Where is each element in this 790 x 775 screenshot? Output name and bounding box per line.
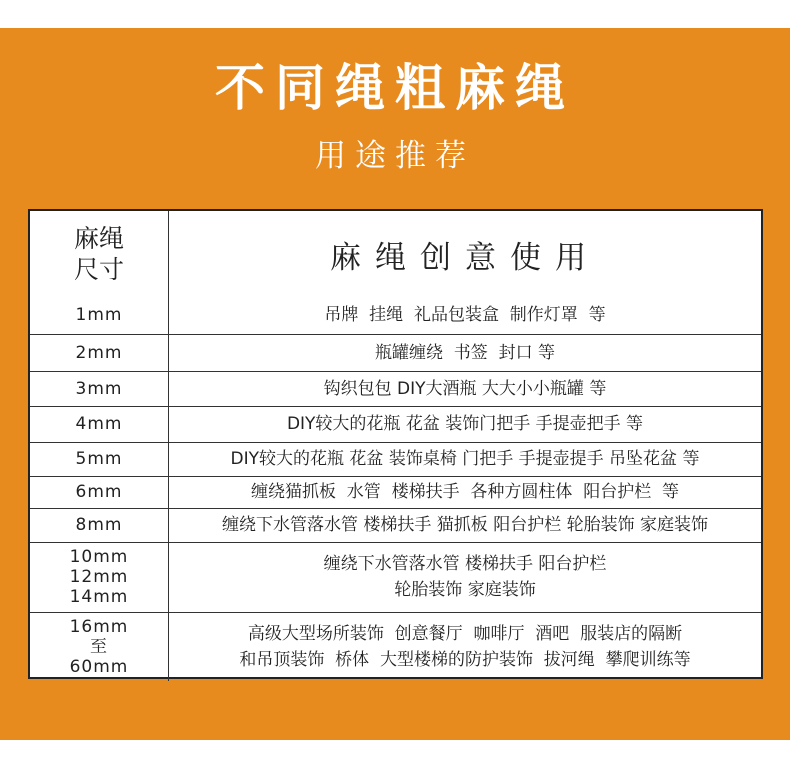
- table-row: [30, 542, 761, 612]
- size-cell: [30, 371, 169, 406]
- use-cell: [169, 612, 762, 681]
- use-text: 轮胎装饰 家庭装饰: [394, 580, 536, 600]
- table-row: [30, 442, 761, 476]
- size-cell: [30, 406, 169, 442]
- table-row: [30, 476, 761, 508]
- size-value: 14mm: [69, 587, 129, 607]
- use-text: 和吊顶装饰 桥体 大型楼梯的防护装饰 拔河绳 攀爬训练等: [239, 649, 691, 670]
- usage-table: [28, 209, 763, 679]
- table-row: [30, 334, 761, 371]
- use-cell: [169, 297, 762, 334]
- use-cell: [169, 334, 762, 371]
- header-size-cell: [30, 211, 169, 297]
- table-row: [30, 406, 761, 442]
- size-cell: [30, 508, 169, 542]
- use-text: 高级大型场所装饰 创意餐厅 咖啡厅 酒吧 服装店的隔断: [247, 623, 683, 644]
- size-value: 5mm: [75, 449, 123, 469]
- use-text: 缠绕下水管落水管 楼梯扶手 阳台护栏: [323, 554, 607, 574]
- use-cell: [169, 476, 762, 508]
- table-row: [30, 297, 761, 334]
- page-subtitle: 用途推荐: [315, 138, 475, 174]
- size-cell: [30, 442, 169, 476]
- size-value: 至: [90, 636, 108, 657]
- use-text: DIY较大的花瓶 花盆 装饰门把手 手提壶把手 等: [286, 414, 644, 434]
- header-size-line1: 麻绳: [73, 224, 124, 253]
- table-header-row: [30, 211, 761, 297]
- header-size-line2: 尺寸: [73, 255, 124, 284]
- use-text: 缠绕下水管落水管 楼梯扶手 猫抓板 阳台护栏 轮胎装饰 家庭装饰: [221, 515, 709, 535]
- size-value: 4mm: [75, 414, 123, 434]
- size-value: 3mm: [75, 378, 123, 399]
- size-value: 1mm: [75, 305, 123, 326]
- table-row: [30, 371, 761, 406]
- size-value: 60mm: [69, 656, 129, 677]
- use-text: 钩织包包 DIY大酒瓶 大大小小瓶罐 等: [323, 378, 607, 399]
- size-cell: [30, 297, 169, 334]
- page-title: 不同绳粗麻绳: [215, 59, 575, 117]
- use-text: 缠绕猫抓板 水管 楼梯扶手 各种方圆柱体 阳台护栏 等: [250, 482, 680, 502]
- use-cell: [169, 508, 762, 542]
- use-cell: [169, 542, 762, 612]
- size-cell: [30, 542, 169, 612]
- size-value: 16mm: [69, 616, 129, 637]
- size-cell: [30, 334, 169, 371]
- use-text: 吊牌 挂绳 礼品包装盒 制作灯罩 等: [324, 305, 606, 326]
- size-cell: [30, 476, 169, 508]
- size-cell: [30, 612, 169, 681]
- use-text: DIY较大的花瓶 花盆 装饰桌椅 门把手 手提壶提手 吊坠花盆 等: [230, 449, 700, 469]
- size-value: 10mm: [69, 547, 129, 567]
- header-use-cell: 麻绳创意使用: [169, 211, 762, 297]
- size-value: 2mm: [75, 342, 123, 363]
- size-value: 12mm: [69, 567, 129, 587]
- use-cell: [169, 442, 762, 476]
- table-row: [30, 612, 761, 681]
- size-value: 8mm: [75, 515, 123, 535]
- use-cell: [169, 371, 762, 406]
- size-value: 6mm: [75, 482, 123, 502]
- use-text: 瓶罐缠绕 书签 封口 等: [374, 342, 556, 363]
- table-row: [30, 508, 761, 542]
- use-cell: [169, 406, 762, 442]
